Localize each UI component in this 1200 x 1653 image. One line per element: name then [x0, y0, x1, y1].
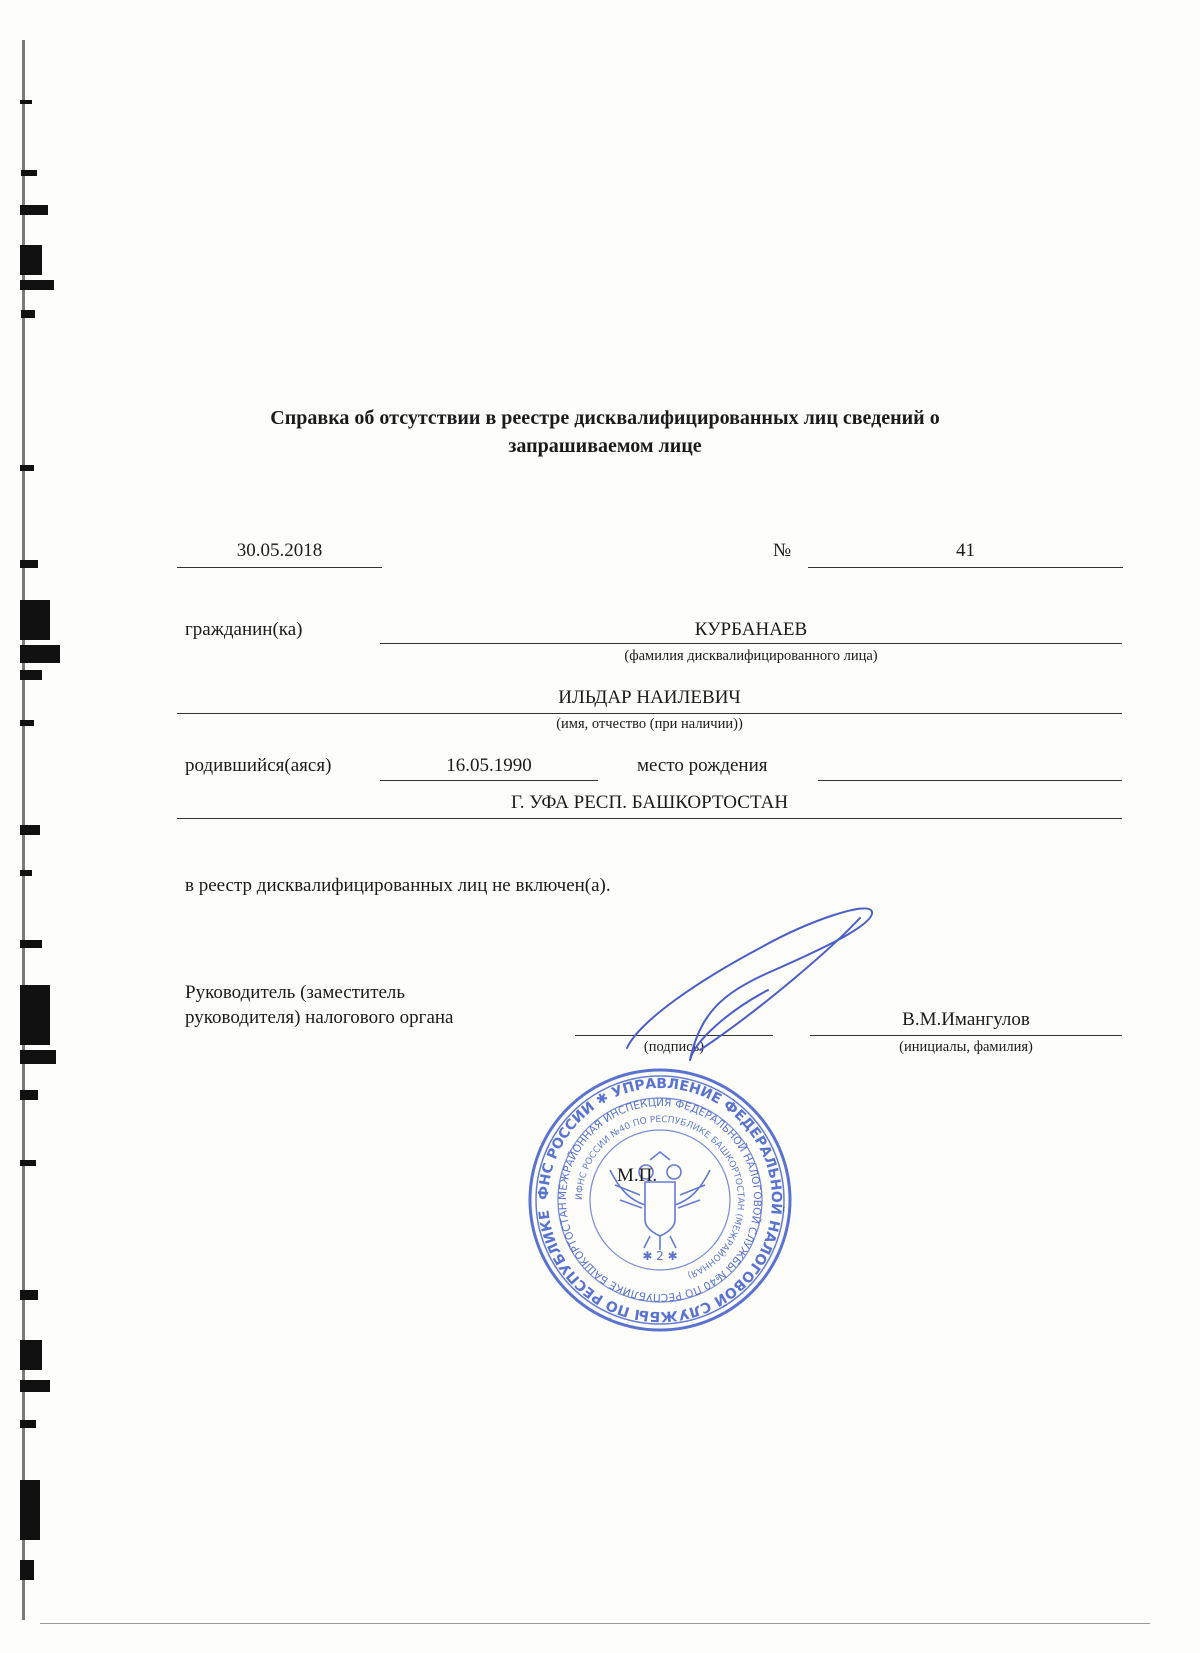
official-seal: [530, 1070, 790, 1330]
name-hint: (имя, отчество (при наличии)): [556, 716, 743, 732]
number-sign: №: [773, 540, 792, 561]
signer-label-line-2: руководителя) налогового органа: [185, 1007, 454, 1028]
signer-label-line-1: Руководитель (заместитель: [185, 982, 406, 1003]
document-number: 41: [956, 540, 975, 561]
name-value: ИЛЬДАР НАИЛЕВИЧ: [558, 687, 741, 708]
surname-value: КУРБАНАЕВ: [694, 619, 808, 640]
birthplace-label: место рождения: [637, 755, 768, 776]
document-date: 30.05.2018: [236, 540, 323, 561]
citizen-label: гражданин(ка): [185, 619, 303, 640]
title-line-1: Справка об отсутствии в реестре дисквалифицированных лиц сведений о: [270, 407, 940, 429]
page-bottom-edge: [40, 1623, 1150, 1624]
seal-outer-text: ФНС РОССИИ ✱ УПРАВЛЕНИЕ ФЕДЕРАЛЬНОЙ НАЛОГОВОЙ СЛУЖБЫ ПО РЕСПУБЛИКЕ БАШКОРТОСТАН: [535, 1075, 785, 1325]
surname-hint: (фамилия дисквалифицированного лица): [624, 648, 878, 664]
statement-text: в реестр дисквалифицированных лиц не включен(а).: [185, 875, 611, 896]
birthplace-value: Г. УФА РЕСП. БАШКОРТОСТАН: [510, 792, 789, 813]
signer-hint: (инициалы, фамилия): [899, 1039, 1033, 1055]
title-line-2: запрашиваемом лице: [508, 435, 702, 457]
seal-mid-text: МЕЖРАЙОННАЯ ИНСПЕКЦИЯ ФЕДЕРАЛЬНОЙ НАЛОГОВОЙ СЛУЖБЫ №40 ПО РЕСПУБЛИКЕ БАШКОРТОСТАН: [556, 1096, 764, 1304]
seal-inner-text: ИФНС РОССИИ №40 ПО РЕСПУБЛИКЕ БАШКОРТОСТАН (МЕЖРАЙОННАЯ): [574, 1114, 746, 1280]
handwritten-signature: [627, 908, 872, 1060]
signature-hint: (подпись): [643, 1039, 705, 1055]
seal-center-number: ✱ 2 ✱: [642, 1249, 678, 1263]
born-label: родившийся(аяся): [185, 755, 332, 776]
birth-date-value: 16.05.1990: [446, 755, 532, 776]
seal-mark-label: М.П.: [617, 1165, 658, 1186]
signer-name: В.М.Имангулов: [902, 1009, 1030, 1030]
